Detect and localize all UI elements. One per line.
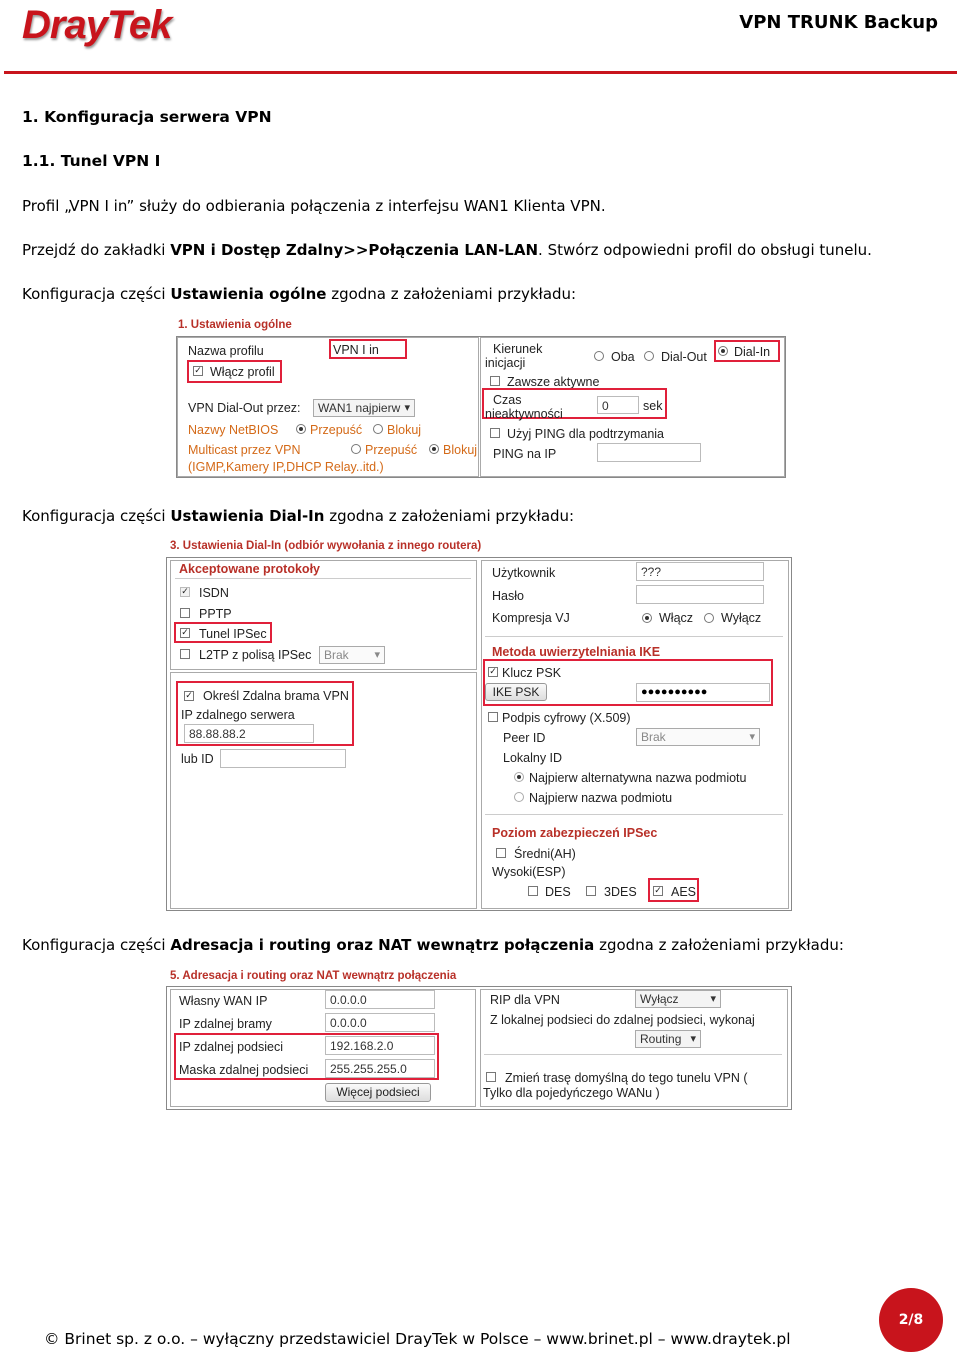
screenshot-title: 5. Adresacja i routing oraz NAT wewnątrz połączenia bbox=[170, 970, 457, 982]
psk-value-input[interactable]: ●●●●●●●●●● bbox=[636, 683, 770, 702]
direction-label-2: inicjacji bbox=[485, 356, 526, 370]
dialout-select[interactable]: WAN1 najpierw ▾ bbox=[313, 399, 415, 417]
paragraph-routing-settings: Konfiguracja części Adresacja i routing oraz NAT wewnątrz połączenia zgodna z założeniami przykładu: bbox=[22, 936, 844, 954]
remote-server-ip-input[interactable]: 88.88.88.2 bbox=[184, 724, 314, 743]
psk-label: Klucz PSK bbox=[502, 666, 562, 680]
screenshot-title: 1. Ustawienia ogólne bbox=[178, 319, 292, 331]
routing-panel bbox=[166, 986, 792, 1110]
peer-id-select[interactable]: Brak ▾ bbox=[636, 728, 760, 746]
l2tp-policy-select[interactable]: Brak ▾ bbox=[319, 646, 385, 664]
3des-label: 3DES bbox=[604, 885, 637, 899]
isdn-checkbox[interactable] bbox=[180, 587, 190, 597]
or-id-label: lub ID bbox=[181, 752, 214, 766]
always-on-label: Zawsze aktywne bbox=[507, 375, 600, 389]
ping-keepalive-checkbox[interactable] bbox=[490, 428, 500, 438]
vj-off-radio[interactable] bbox=[704, 613, 714, 623]
remote-network-label: IP zdalnej podsieci bbox=[179, 1040, 284, 1054]
direction-both-radio[interactable] bbox=[594, 351, 604, 361]
des-checkbox[interactable] bbox=[528, 886, 538, 896]
remote-id-input[interactable] bbox=[220, 749, 346, 768]
aes-label: AES bbox=[671, 885, 697, 899]
profile-name-value[interactable]: VPN I in bbox=[333, 343, 379, 357]
paragraph-profile: Profil „VPN I in” służy do odbierania połączenia z interfejsu WAN1 Klienta VPN. bbox=[22, 197, 606, 215]
peer-id-label: Peer ID bbox=[503, 731, 546, 745]
remote-gateway-ip-label: IP zdalnej bramy bbox=[179, 1017, 272, 1031]
remote-gateway-label: Określ Zdalna brama VPN bbox=[203, 689, 349, 703]
direction-dialout-radio[interactable] bbox=[644, 351, 654, 361]
screenshot-general-settings bbox=[174, 316, 786, 480]
password-input[interactable] bbox=[636, 585, 764, 604]
paragraph-general-settings: Konfiguracja części Ustawienia ogólne zgodna z założeniami przykładu: bbox=[22, 285, 577, 303]
profile-name-label: Nazwa profilu bbox=[188, 344, 264, 358]
idle-label-2: nieaktywności bbox=[485, 407, 563, 421]
ike-psk-button[interactable]: IKE PSK bbox=[485, 683, 547, 701]
page-number-badge: 2/8 bbox=[879, 1288, 943, 1352]
ping-ip-label: PING na IP bbox=[493, 447, 557, 461]
netbios-block-radio[interactable] bbox=[373, 424, 383, 434]
screenshot-routing-settings bbox=[166, 968, 792, 1110]
aes-checkbox[interactable] bbox=[653, 886, 663, 896]
default-route-label: Zmień trasę domyślną do tego tunelu VPN ( bbox=[505, 1071, 748, 1085]
document-title: VPN TRUNK Backup bbox=[739, 12, 938, 33]
default-route-checkbox[interactable] bbox=[486, 1072, 496, 1082]
multicast-sublabel: (IGMP,Kamery IP,DHCP Relay..itd.) bbox=[188, 460, 384, 474]
remote-network-input[interactable]: 192.168.2.0 bbox=[325, 1036, 435, 1055]
multicast-pass-radio[interactable] bbox=[351, 444, 361, 454]
medium-ah-checkbox[interactable] bbox=[496, 848, 506, 858]
routing-mode-select[interactable]: Routing ▾ bbox=[635, 1030, 701, 1048]
screenshot-dialin-settings bbox=[166, 538, 792, 912]
remote-mask-label: Maska zdalnej podsieci bbox=[179, 1063, 309, 1077]
netbios-pass-radio[interactable] bbox=[296, 424, 306, 434]
multicast-block-label: Blokuj bbox=[443, 443, 478, 457]
draytek-logo: DrayTek bbox=[22, 3, 172, 47]
ipsec-checkbox[interactable] bbox=[180, 628, 190, 638]
3des-checkbox[interactable] bbox=[586, 886, 596, 896]
footer-copyright: © Brinet sp. z o.o. – wyłączny przedstawiciel DrayTek w Polsce – www.brinet.pl – www.draytek.pl bbox=[44, 1330, 791, 1348]
alt-name-label: Najpierw alternatywna nazwa podmiotu bbox=[529, 771, 747, 785]
multicast-block-radio[interactable] bbox=[429, 444, 439, 454]
password-label: Hasło bbox=[492, 589, 524, 603]
idle-label-1: Czas bbox=[493, 393, 522, 407]
settings-panel bbox=[176, 336, 786, 478]
vj-on-radio[interactable] bbox=[642, 613, 652, 623]
section-heading: 1. Konfiguracja serwera VPN bbox=[22, 108, 272, 126]
rip-select[interactable]: Wyłącz ▾ bbox=[635, 990, 721, 1008]
remote-server-ip-label: IP zdalnego serwera bbox=[181, 708, 295, 722]
pptp-label: PPTP bbox=[199, 607, 232, 621]
screenshot-title: 3. Ustawienia Dial-In (odbiór wywołania z innego routera) bbox=[170, 540, 482, 552]
subject-name-radio[interactable] bbox=[514, 792, 524, 802]
pptp-checkbox[interactable] bbox=[180, 608, 190, 618]
default-route-label-2: Tylko dla pojedyńczego WANu ) bbox=[483, 1086, 660, 1100]
multicast-pass-label: Przepuść bbox=[365, 443, 418, 457]
x509-label: Podpis cyfrowy (X.509) bbox=[502, 711, 631, 725]
wan-ip-label: Własny WAN IP bbox=[179, 994, 268, 1008]
alt-name-radio[interactable] bbox=[514, 772, 524, 782]
ping-keepalive-label: Użyj PING dla podtrzymania bbox=[507, 427, 665, 441]
ipsec-level-title: Poziom zabezpieczeń IPSec bbox=[492, 826, 658, 840]
dialin-panel bbox=[166, 557, 792, 911]
ping-ip-input[interactable] bbox=[597, 443, 701, 462]
idle-time-input[interactable]: 0 bbox=[597, 396, 639, 414]
direction-both-label: Oba bbox=[611, 350, 635, 364]
local-to-remote-label: Z lokalnej podsieci do zdalnej podsieci, wykonaj bbox=[490, 1013, 755, 1027]
netbios-label: Nazwy NetBIOS bbox=[188, 423, 279, 437]
enable-profile-checkbox[interactable] bbox=[193, 366, 203, 376]
wan-ip-input[interactable]: 0.0.0.0 bbox=[325, 990, 435, 1009]
netbios-pass-label: Przepuść bbox=[310, 423, 363, 437]
remote-gateway-ip-input[interactable]: 0.0.0.0 bbox=[325, 1013, 435, 1032]
ike-auth-title: Metoda uwierzytelniania IKE bbox=[492, 645, 661, 659]
l2tp-label: L2TP z polisą IPSec bbox=[199, 648, 312, 662]
remote-gateway-checkbox[interactable] bbox=[184, 691, 194, 701]
username-label: Użytkownik bbox=[492, 566, 556, 580]
netbios-block-label: Blokuj bbox=[387, 423, 422, 437]
vj-compression-label: Kompresja VJ bbox=[492, 611, 570, 625]
psk-checkbox[interactable] bbox=[488, 667, 498, 677]
vj-off-label: Wyłącz bbox=[721, 611, 762, 625]
ipsec-label: Tunel IPSec bbox=[199, 627, 267, 641]
more-subnets-button[interactable]: Więcej podsieci bbox=[325, 1083, 431, 1102]
always-on-checkbox[interactable] bbox=[490, 376, 500, 386]
des-label: DES bbox=[545, 885, 571, 899]
direction-dialout-label: Dial-Out bbox=[661, 350, 707, 364]
username-input[interactable]: ??? bbox=[636, 562, 764, 581]
dialout-label: VPN Dial-Out przez: bbox=[188, 401, 301, 415]
x509-checkbox[interactable] bbox=[488, 712, 498, 722]
subject-name-label: Najpierw nazwa podmiotu bbox=[529, 791, 673, 805]
subsection-heading: 1.1. Tunel VPN I bbox=[22, 152, 161, 170]
idle-unit-label: sek bbox=[643, 399, 663, 413]
rip-label: RIP dla VPN bbox=[490, 993, 560, 1007]
remote-mask-input[interactable]: 255.255.255.0 bbox=[325, 1059, 435, 1078]
local-id-label: Lokalny ID bbox=[503, 751, 563, 765]
paragraph-dialin-settings: Konfiguracja części Ustawienia Dial-In zgodna z założeniami przykładu: bbox=[22, 507, 575, 525]
multicast-label: Multicast przez VPN bbox=[188, 443, 301, 457]
header-divider bbox=[4, 71, 957, 74]
isdn-label: ISDN bbox=[199, 586, 229, 600]
direction-label-1: Kierunek bbox=[493, 342, 543, 356]
medium-ah-label: Średni(AH) bbox=[514, 847, 576, 861]
direction-dialin-radio[interactable] bbox=[718, 346, 728, 356]
high-esp-label: Wysoki(ESP) bbox=[492, 865, 566, 879]
enable-profile-label: Włącz profil bbox=[210, 365, 275, 379]
direction-dialin-label: Dial-In bbox=[734, 345, 771, 359]
l2tp-checkbox[interactable] bbox=[180, 649, 190, 659]
protocols-title: Akceptowane protokoły bbox=[179, 562, 320, 576]
vj-on-label: Włącz bbox=[659, 611, 694, 625]
paragraph-navigation: Przejdź do zakładki VPN i Dostęp Zdalny>>Połączenia LAN-LAN. Stwórz odpowiedni profil do obsługi tunelu. bbox=[22, 241, 872, 259]
